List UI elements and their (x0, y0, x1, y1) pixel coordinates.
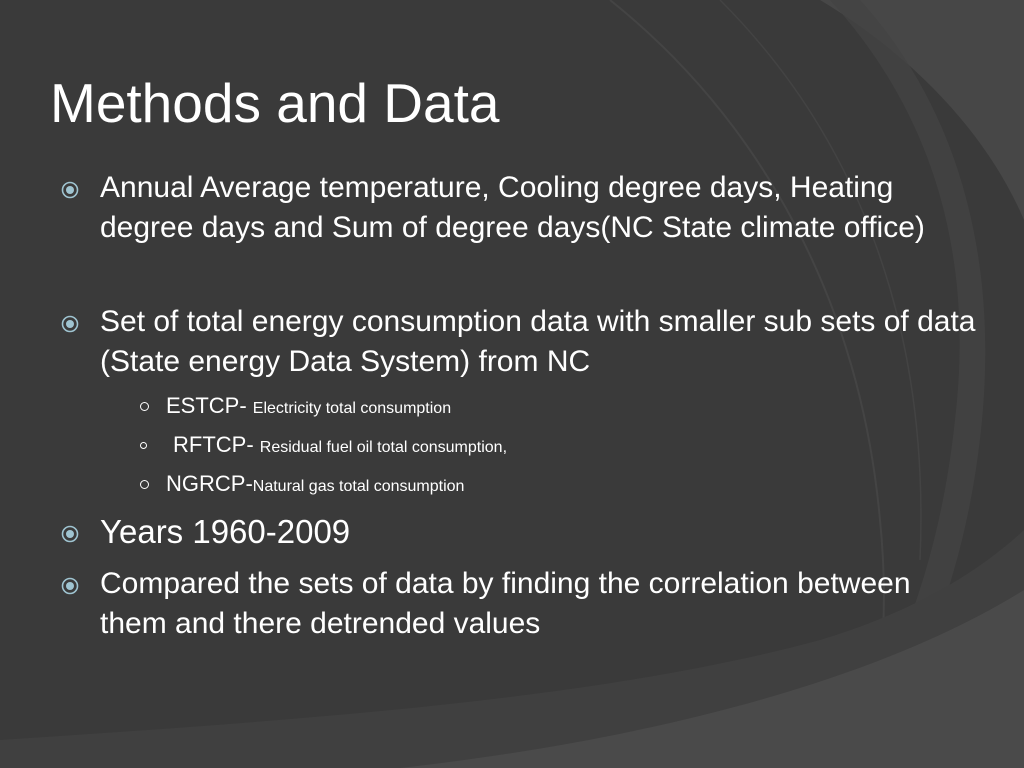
bullet-text: Set of total energy consumption data with smaller sub sets of data (State energy Data System) from NC (100, 305, 976, 378)
hollow-circle-bullet-icon (140, 402, 149, 411)
sub-bullet-item (173, 431, 933, 462)
hollow-circle-bullet-icon (140, 480, 149, 489)
circle-dot-bullet-icon (60, 576, 80, 596)
bullet-text: Annual Average temperature, Cooling degree days, Heating degree days and Sum of degree days(NC State climate office) (100, 171, 925, 244)
sub-bullet-code: NGRCP- (166, 471, 253, 496)
bullet-item (100, 168, 980, 248)
sub-bullet-description: Residual fuel oil total consumption, (259, 439, 508, 456)
circle-dot-bullet-icon (60, 524, 80, 544)
circle-dot-bullet-icon (60, 180, 80, 200)
sub-bullet-item (166, 470, 926, 501)
bullet-text: Compared the sets of data by finding the correlation between them and there detrended values (100, 567, 911, 640)
sub-bullet-description: Electricity total consumption (252, 400, 452, 417)
sub-bullet-description: Natural gas total consumption (252, 478, 465, 495)
sub-bullet-code: ESTCP- (166, 393, 253, 418)
hollow-circle-bullet-icon (140, 442, 147, 449)
bullet-text: Years 1960-2009 (100, 513, 351, 550)
bullet-item (100, 302, 980, 382)
bullet-item (100, 564, 980, 644)
bullet-item (100, 512, 980, 552)
circle-dot-bullet-icon (60, 314, 80, 334)
slide-title: Methods and Data (50, 72, 500, 134)
sub-bullet-code: RFTCP- (173, 432, 260, 457)
sub-bullet-item (166, 392, 926, 423)
